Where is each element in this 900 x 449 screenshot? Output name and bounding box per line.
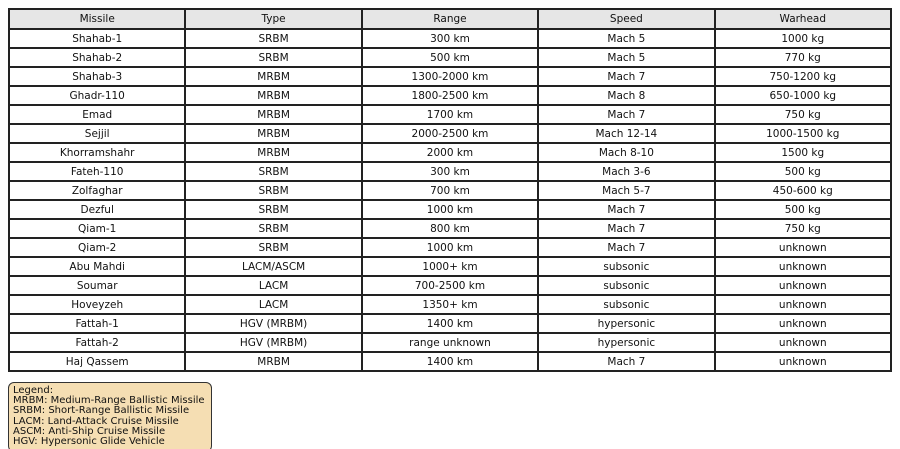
table-cell: 500 kg — [715, 162, 891, 181]
table-row — [9, 105, 891, 124]
legend-entry: MRBM: Medium-Range Ballistic Missile — [13, 395, 205, 407]
table-row — [9, 86, 891, 105]
table-cell: Qiam-1 — [9, 219, 185, 238]
table-cell: 750 kg — [715, 105, 891, 124]
table-row — [9, 276, 891, 295]
table-cell: Fattah-1 — [9, 314, 185, 333]
legend-entry: LACM: Land-Attack Cruise Missile — [13, 415, 179, 427]
table-cell: Khorramshahr — [9, 143, 185, 162]
table-cell: 1300-2000 km — [362, 67, 538, 86]
table-cell: 700-2500 km — [362, 276, 538, 295]
table-cell: 500 km — [362, 48, 538, 67]
column-header: Missile — [9, 9, 185, 29]
table-head — [9, 9, 891, 29]
table-cell: 1000 km — [362, 200, 538, 219]
table-cell: Zolfaghar — [9, 181, 185, 200]
table-cell: 1350+ km — [362, 295, 538, 314]
table-cell: Hoveyzeh — [9, 295, 185, 314]
table-row — [9, 29, 891, 48]
column-header: Warhead — [715, 9, 891, 29]
table-cell: Mach 8-10 — [538, 143, 714, 162]
table-cell: unknown — [715, 314, 891, 333]
table-cell: HGV (MRBM) — [185, 314, 361, 333]
table-cell: Fattah-2 — [9, 333, 185, 352]
table-cell: SRBM — [185, 29, 361, 48]
table-row — [9, 200, 891, 219]
table-cell: Soumar — [9, 276, 185, 295]
table-cell: 800 km — [362, 219, 538, 238]
table-cell: Emad — [9, 105, 185, 124]
table-cell: SRBM — [185, 48, 361, 67]
column-header: Range — [362, 9, 538, 29]
table-cell: 300 km — [362, 29, 538, 48]
table-row — [9, 295, 891, 314]
table-cell: Haj Qassem — [9, 352, 185, 371]
table-cell: 2000-2500 km — [362, 124, 538, 143]
missile-table — [8, 8, 892, 372]
table-cell: MRBM — [185, 143, 361, 162]
table-cell: 650-1000 kg — [715, 86, 891, 105]
legend-box — [8, 382, 212, 449]
table-cell: LACM — [185, 295, 361, 314]
table-row — [9, 48, 891, 67]
table-cell: Qiam-2 — [9, 238, 185, 257]
table-cell: subsonic — [538, 257, 714, 276]
table-row — [9, 162, 891, 181]
table-cell: Mach 7 — [538, 200, 714, 219]
table-cell: Mach 7 — [538, 219, 714, 238]
table-cell: 1000 km — [362, 238, 538, 257]
table-row — [9, 219, 891, 238]
table-cell: Mach 7 — [538, 67, 714, 86]
table-cell: MRBM — [185, 124, 361, 143]
table-cell: 450-600 kg — [715, 181, 891, 200]
table-cell: 1700 km — [362, 105, 538, 124]
table-cell: 1000-1500 kg — [715, 124, 891, 143]
table-cell: unknown — [715, 276, 891, 295]
table-cell: 700 km — [362, 181, 538, 200]
table-cell: MRBM — [185, 105, 361, 124]
table-cell: unknown — [715, 333, 891, 352]
table-cell: 770 kg — [715, 48, 891, 67]
table-cell: unknown — [715, 238, 891, 257]
table-cell: unknown — [715, 352, 891, 371]
table-cell: Dezful — [9, 200, 185, 219]
table-cell: unknown — [715, 257, 891, 276]
table-cell: range unknown — [362, 333, 538, 352]
table-cell: Mach 5 — [538, 48, 714, 67]
legend-entry: HGV: Hypersonic Glide Vehicle — [13, 435, 165, 447]
table-cell: subsonic — [538, 295, 714, 314]
table-cell: 2000 km — [362, 143, 538, 162]
table-cell: unknown — [715, 295, 891, 314]
table-row — [9, 181, 891, 200]
table-cell: 1400 km — [362, 314, 538, 333]
table-cell: SRBM — [185, 238, 361, 257]
table-cell: 750-1200 kg — [715, 67, 891, 86]
table-cell: 1000+ km — [362, 257, 538, 276]
table-cell: LACM — [185, 276, 361, 295]
table-cell: HGV (MRBM) — [185, 333, 361, 352]
table-cell: Mach 5-7 — [538, 181, 714, 200]
table-cell: Mach 7 — [538, 352, 714, 371]
table-cell: SRBM — [185, 219, 361, 238]
table-row — [9, 67, 891, 86]
table-cell: SRBM — [185, 200, 361, 219]
table-cell: MRBM — [185, 67, 361, 86]
legend-title: Legend: — [13, 385, 54, 396]
table-header-row — [9, 9, 891, 29]
table-row — [9, 333, 891, 352]
table-row — [9, 143, 891, 162]
table-cell: Mach 7 — [538, 105, 714, 124]
table-row — [9, 238, 891, 257]
table-cell: Mach 3-6 — [538, 162, 714, 181]
column-header: Type — [185, 9, 361, 29]
table-cell: 1500 kg — [715, 143, 891, 162]
table-cell: hypersonic — [538, 314, 714, 333]
table-cell: Mach 8 — [538, 86, 714, 105]
table-row — [9, 352, 891, 371]
table-row — [9, 124, 891, 143]
table-cell: 750 kg — [715, 219, 891, 238]
legend-entry: SRBM: Short-Range Ballistic Missile — [13, 405, 190, 417]
table-cell: Abu Mahdi — [9, 257, 185, 276]
table-cell: Fateh-110 — [9, 162, 185, 181]
legend-entry: ASCM: Anti-Ship Cruise Missile — [13, 425, 166, 437]
table-body — [9, 29, 891, 371]
table-cell: SRBM — [185, 181, 361, 200]
table-cell: 1400 km — [362, 352, 538, 371]
table-cell: Shahab-1 — [9, 29, 185, 48]
table-cell: Mach 5 — [538, 29, 714, 48]
table-cell: Mach 7 — [538, 238, 714, 257]
table-cell: 1000 kg — [715, 29, 891, 48]
table-row — [9, 257, 891, 276]
column-header: Speed — [538, 9, 714, 29]
legend-entries — [13, 396, 205, 447]
table-cell: 300 km — [362, 162, 538, 181]
table-cell: 500 kg — [715, 200, 891, 219]
table-cell: Shahab-3 — [9, 67, 185, 86]
table-cell: SRBM — [185, 162, 361, 181]
table-cell: Sejjil — [9, 124, 185, 143]
table-cell: hypersonic — [538, 333, 714, 352]
table-cell: Shahab-2 — [9, 48, 185, 67]
table-cell: Mach 12-14 — [538, 124, 714, 143]
table-cell: Ghadr-110 — [9, 86, 185, 105]
table-cell: LACM/ASCM — [185, 257, 361, 276]
table-cell: MRBM — [185, 86, 361, 105]
table-cell: subsonic — [538, 276, 714, 295]
table-row — [9, 314, 891, 333]
table-cell: MRBM — [185, 352, 361, 371]
table-cell: 1800-2500 km — [362, 86, 538, 105]
